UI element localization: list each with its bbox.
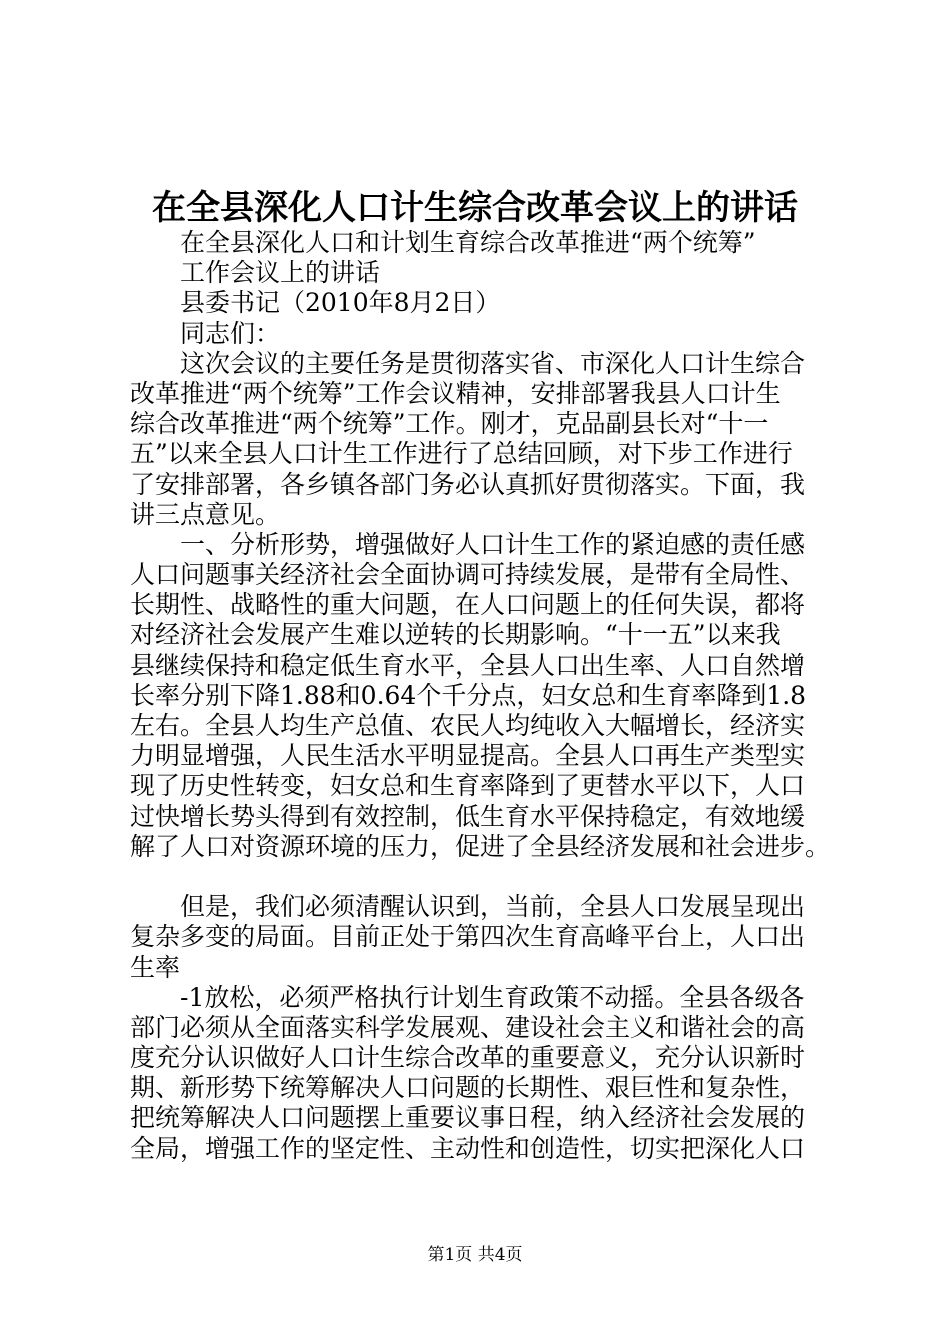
paragraph-line: 五”以来全县人口计生工作进行了总结回顾，对下步工作进行: [130, 439, 793, 469]
document-body: [130, 228, 842, 1164]
paragraph-line: 过快增长势头得到有效控制，低生育水平保持稳定，有效地缓: [130, 801, 806, 831]
paragraph-line: 全局，增强工作的坚定性、主动性和创造性，切实把深化人口: [130, 1133, 806, 1163]
paragraph-line: 生率: [130, 952, 181, 982]
paragraph-line: 长率分别下降1.88和0.64个千分点，妇女总和生育率降到1.8: [130, 680, 807, 710]
paragraph-line: 现了历史性转变，妇女总和生育率降到了更替水平以下，人口: [130, 771, 806, 801]
paragraph-line: 部门必须从全面落实科学发展观、建设社会主义和谐社会的高: [130, 1012, 806, 1042]
page-number-footer: 第1页 共4页: [427, 1245, 523, 1265]
paragraph-line: 左右。全县人均生产总值、农民人均纯收入大幅增长，经济实: [130, 711, 806, 740]
paragraph-line: 这次会议的主要任务是贯彻落实省、市深化人口计生综合: [180, 348, 806, 378]
paragraph-line: 讲三点意见。: [130, 499, 281, 529]
paragraph-line: 度充分认识做好人口计生综合改革的重要意义，充分认识新时: [130, 1043, 806, 1073]
paragraph-line: 但是，我们必须清醒认识到，当前，全县人口发展呈现出: [180, 892, 806, 922]
paragraph-line: -1放松，必须严格执行计划生育政策不动摇。全县各级各: [180, 982, 805, 1012]
paragraph-line: 综合改革推进“两个统筹”工作。刚才，克品副县长对“十一: [130, 409, 769, 439]
paragraph-line: 县继续保持和稳定低生育水平，全县人口出生率、人口自然增: [130, 650, 806, 680]
paragraph-line: 解了人口对资源环境的压力，促进了全县经济发展和社会进步。: [130, 831, 831, 861]
salutation-line: 同志们：: [180, 318, 281, 348]
subtitle-line-1: 在全县深化人口和计划生育综合改革推进“两个统筹”: [180, 228, 756, 257]
paragraph-line: 对经济社会发展产生难以逆转的长期影响。“十一五”以来我: [130, 620, 781, 650]
paragraph-line: 长期性、战略性的重大问题，在人口问题上的任何失误，都将: [130, 590, 806, 620]
paragraph-line: 复杂多变的局面。目前正处于第四次生育高峰平台上，人口出: [130, 922, 806, 952]
document-title: 在全县深化人口计生综合改革会议上的讲话: [152, 188, 798, 228]
paragraph-line: 改革推进“两个统筹”工作会议精神，安排部署我县人口计生: [130, 378, 781, 408]
paragraph-line: 力明显增强，人民生活水平明显提高。全县人口再生产类型实: [130, 741, 806, 771]
paragraph-line: 人口问题事关经济社会全面协调可持续发展，是带有全局性、: [130, 560, 806, 590]
paragraph-line: 了安排部署，各乡镇各部门务必认真抓好贯彻落实。下面，我: [130, 469, 806, 499]
speaker-line: 县委书记（2010年8月2日）: [180, 288, 501, 318]
section-heading-line: 一、分析形势，增强做好人口计生工作的紧迫感的责任感: [180, 529, 806, 559]
subtitle-line-2: 工作会议上的讲话: [180, 258, 381, 288]
paragraph-line: 把统筹解决人口问题摆上重要议事日程，纳入经济社会发展的: [130, 1103, 806, 1133]
paragraph-line: 期、新形势下统筹解决人口问题的长期性、艰巨性和复杂性，: [130, 1073, 806, 1103]
blank-line: [130, 862, 842, 892]
